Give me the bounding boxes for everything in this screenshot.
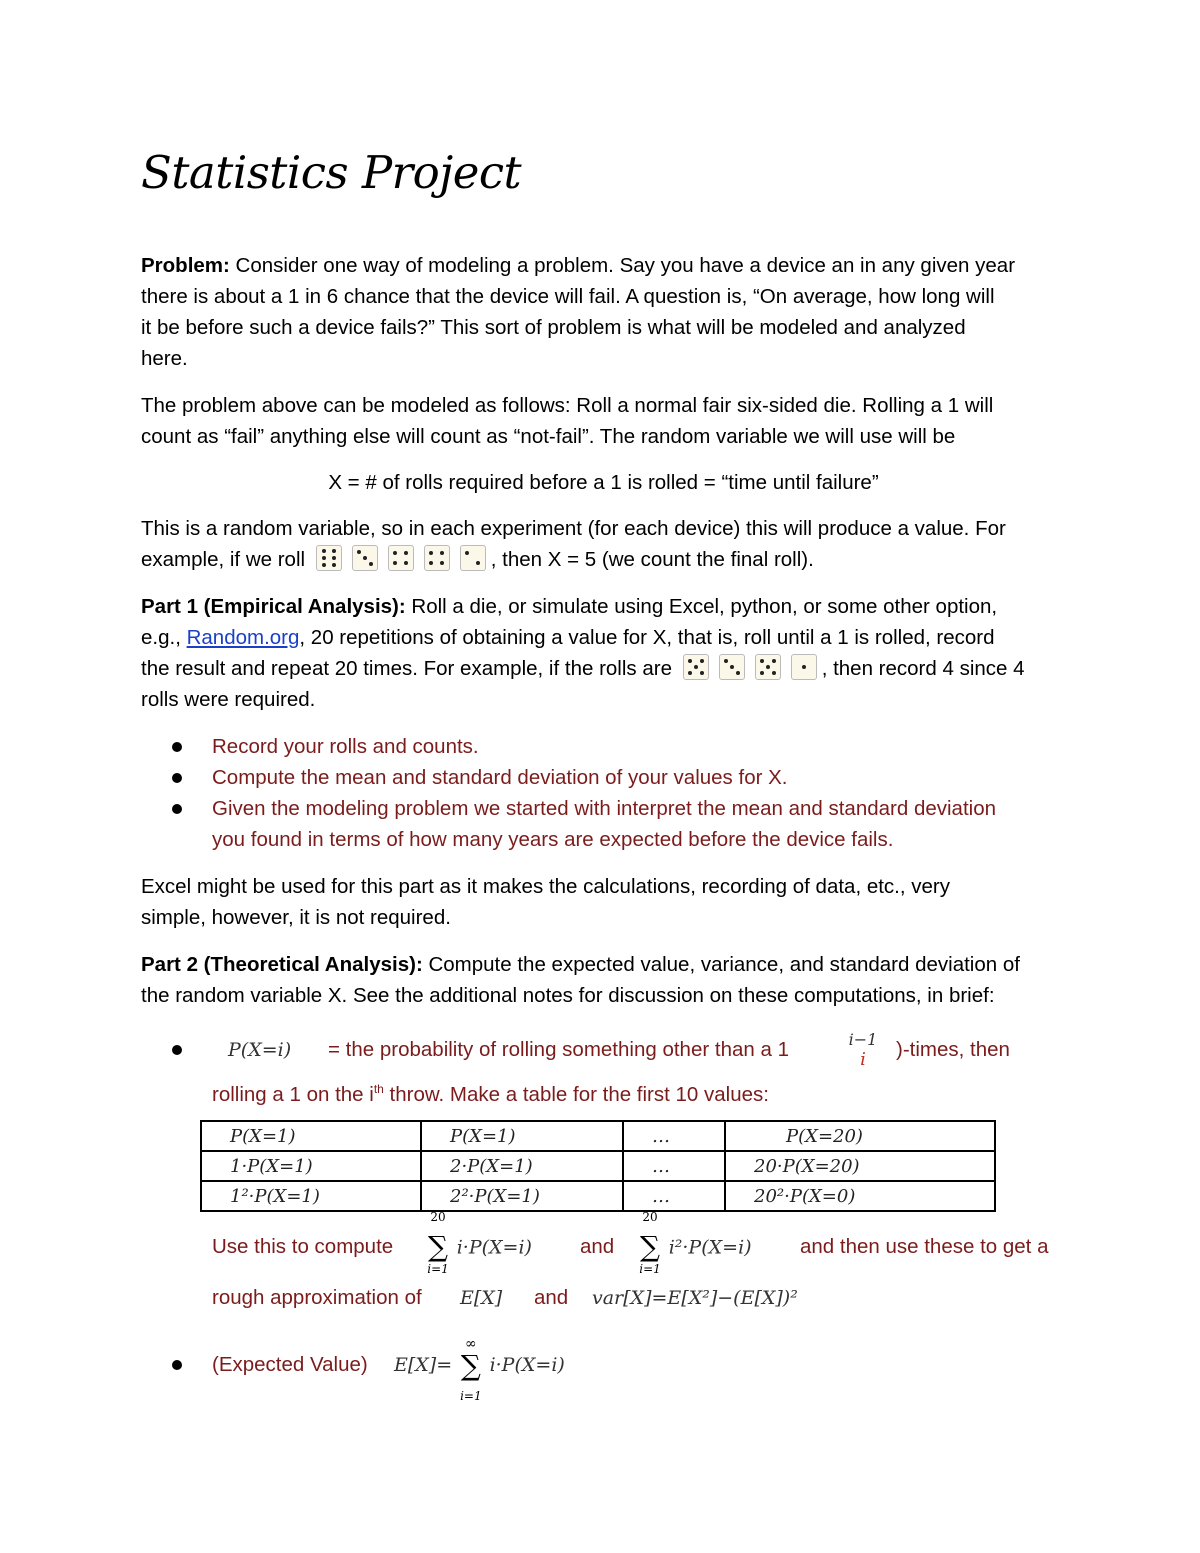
die-face-icon — [352, 545, 378, 571]
die-face-icon — [460, 545, 486, 571]
die-pip — [802, 665, 806, 669]
prob-description-cont: )-times, then — [896, 1038, 1010, 1061]
approx-prefix: rough approximation of — [212, 1286, 422, 1309]
summation-1: 20 ∑ i=1 i·P(X=i) — [427, 1210, 532, 1276]
bullet-dot — [172, 1360, 182, 1370]
and-word: and — [534, 1286, 569, 1309]
example-prefix: example, if we roll — [141, 548, 306, 571]
expected-value-label: (Expected Value) — [212, 1353, 368, 1376]
die-pip — [440, 561, 444, 565]
example-suffix: , then X = 5 (we count the final roll). — [490, 548, 814, 571]
problem-line-1: Consider one way of modeling a problem. Say you have a device an in any given year — [229, 254, 1016, 277]
bullet-interpret-cont: you found in terms of how many years are expected before the device fails. — [212, 828, 894, 851]
part2-label: Part 2 (Theoretical Analysis): — [141, 953, 423, 976]
prob-description: = the probability of rolling something other than a 1 — [328, 1038, 789, 1061]
table-row — [201, 1181, 995, 1211]
bullet-compute: Compute the mean and standard deviation of your values for X. — [212, 766, 788, 789]
model-paragraph — [141, 390, 1066, 452]
bullet-dot — [172, 804, 182, 814]
table-cell: … — [623, 1121, 725, 1151]
die-pip — [760, 659, 764, 663]
table-row — [201, 1151, 995, 1181]
die-pip — [322, 563, 326, 567]
die-pip — [404, 551, 408, 555]
die-pip — [332, 549, 336, 553]
problem-line-2: there is about a 1 in 6 chance that the device will fail. A question is, “On average, how long will — [141, 285, 995, 308]
die-pip — [694, 665, 698, 669]
table-cell: P(X=1) — [421, 1121, 623, 1151]
part2-line-1: Compute the expected value, variance, and standard deviation of — [422, 953, 1020, 976]
die-face-icon — [719, 654, 745, 680]
random-org-link[interactable]: Random.org — [186, 626, 300, 649]
die-pip — [404, 561, 408, 565]
die-pip — [688, 671, 692, 675]
die-pip — [688, 659, 692, 663]
die-pip — [476, 561, 480, 565]
model-line-2: count as “fail” anything else will count as “not-fail”. The random variable we will use will be — [141, 425, 956, 448]
part1-label: Part 1 (Empirical Analysis): — [141, 595, 406, 618]
part1-line-1: Roll a die, or simulate using Excel, python, or some other option, — [405, 595, 998, 618]
dice-sequence-example — [311, 548, 491, 571]
expected-value-symbol: E[X] — [460, 1287, 503, 1309]
table-cell: 1²·P(X=1) — [201, 1181, 421, 1211]
problem-label: Problem: — [141, 254, 230, 277]
part2-line-2: the random variable X. See the additional notes for discussion on these computations, in brief: — [141, 984, 995, 1007]
table-cell: 2²·P(X=1) — [421, 1181, 623, 1211]
problem-paragraph — [141, 250, 1066, 374]
die-pip — [736, 671, 740, 675]
model-line-1: The problem above can be modeled as follows: Roll a normal fair six-sided die. Rolling a 1 will — [141, 394, 994, 417]
compute-suffix: and then use these to get a — [800, 1235, 1049, 1258]
bullet-dot — [172, 1045, 182, 1055]
die-pip — [393, 551, 397, 555]
table-cell: 20·P(X=20) — [725, 1151, 995, 1181]
die-pip — [332, 563, 336, 567]
and-word: and — [580, 1235, 615, 1258]
page-title: Statistics Project — [141, 146, 522, 199]
excel-line-2: simple, however, it is not required. — [141, 906, 451, 929]
die-pip — [440, 551, 444, 555]
table-cell: P(X=20) — [725, 1121, 995, 1151]
expected-value-formula: E[X]= ∞ ∑ i=1 i·P(X=i) — [394, 1336, 565, 1403]
die-pip — [429, 561, 433, 565]
excel-paragraph — [141, 871, 1066, 933]
problem-line-3: it be before such a device fails?” This sort of problem is what will be modeled and analyzed — [141, 316, 966, 339]
die-pip — [700, 671, 704, 675]
die-pip — [363, 556, 367, 560]
die-pip — [760, 671, 764, 675]
probability-table — [200, 1120, 996, 1212]
table-cell: … — [623, 1181, 725, 1211]
die-pip — [772, 659, 776, 663]
bullet-interpret: Given the modeling problem we started with interpret the mean and standard deviation — [212, 797, 997, 820]
table-instruction: rolling a 1 on the $i^{th}$ throw. Make a table for the first 10 values: — [212, 1082, 769, 1106]
example-paragraph — [141, 513, 1066, 575]
die-pip — [332, 556, 336, 560]
prob-formula: P(X=i) — [228, 1039, 292, 1061]
die-pip — [724, 659, 728, 663]
compute-prefix: Use this to compute — [212, 1235, 394, 1258]
part1-line-4: rolls were required. — [141, 688, 316, 711]
problem-line-4: here. — [141, 347, 188, 370]
die-pip — [322, 556, 326, 560]
die-face-icon — [388, 545, 414, 571]
die-face-icon — [755, 654, 781, 680]
excel-line-1: Excel might be used for this part as it makes the calculations, recording of data, etc., very — [141, 875, 950, 898]
bullet-dot — [172, 773, 182, 783]
die-pip — [766, 665, 770, 669]
part1-paragraph — [141, 591, 1066, 715]
die-face-icon — [424, 545, 450, 571]
part1-line-3-suffix: , then record 4 since 4 — [821, 657, 1025, 680]
part1-line-2-suffix: , 20 repetitions of obtaining a value for X, that is, roll until a 1 is rolled, record — [299, 626, 995, 649]
part2-paragraph — [141, 949, 1066, 1011]
die-pip — [772, 671, 776, 675]
table-row — [201, 1121, 995, 1151]
die-pip — [393, 561, 397, 565]
die-face-icon — [316, 545, 342, 571]
bullet-dot — [172, 742, 182, 752]
bullet-record: Record your rolls and counts. — [212, 735, 479, 758]
table-cell: 1·P(X=1) — [201, 1151, 421, 1181]
dice-sequence-part1 — [678, 657, 822, 680]
die-pip — [369, 562, 373, 566]
die-pip — [730, 665, 734, 669]
die-pip — [322, 549, 326, 553]
die-face-icon — [683, 654, 709, 680]
table-cell: 2·P(X=1) — [421, 1151, 623, 1181]
exponent-fraction: i−1 i — [848, 1030, 878, 1070]
table-cell: P(X=1) — [201, 1121, 421, 1151]
die-pip — [700, 659, 704, 663]
table-cell: 20²·P(X=0) — [725, 1181, 995, 1211]
part1-line-2-prefix: e.g., — [141, 626, 187, 649]
variance-formula: var[X]=E[X²]−(E[X])² — [592, 1287, 798, 1309]
table-cell: … — [623, 1151, 725, 1181]
random-variable-definition: X = # of rolls required before a 1 is rolled = “time until failure” — [328, 471, 879, 494]
example-line-1: This is a random variable, so in each experiment (for each device) this will produce a value. For — [141, 517, 1006, 540]
die-pip — [429, 551, 433, 555]
die-face-icon — [791, 654, 817, 680]
die-pip — [357, 550, 361, 554]
summation-2: 20 ∑ i=1 i²·P(X=i) — [639, 1210, 752, 1276]
part1-line-3-prefix: the result and repeat 20 times. For example, if the rolls are — [141, 657, 672, 680]
die-pip — [465, 551, 469, 555]
